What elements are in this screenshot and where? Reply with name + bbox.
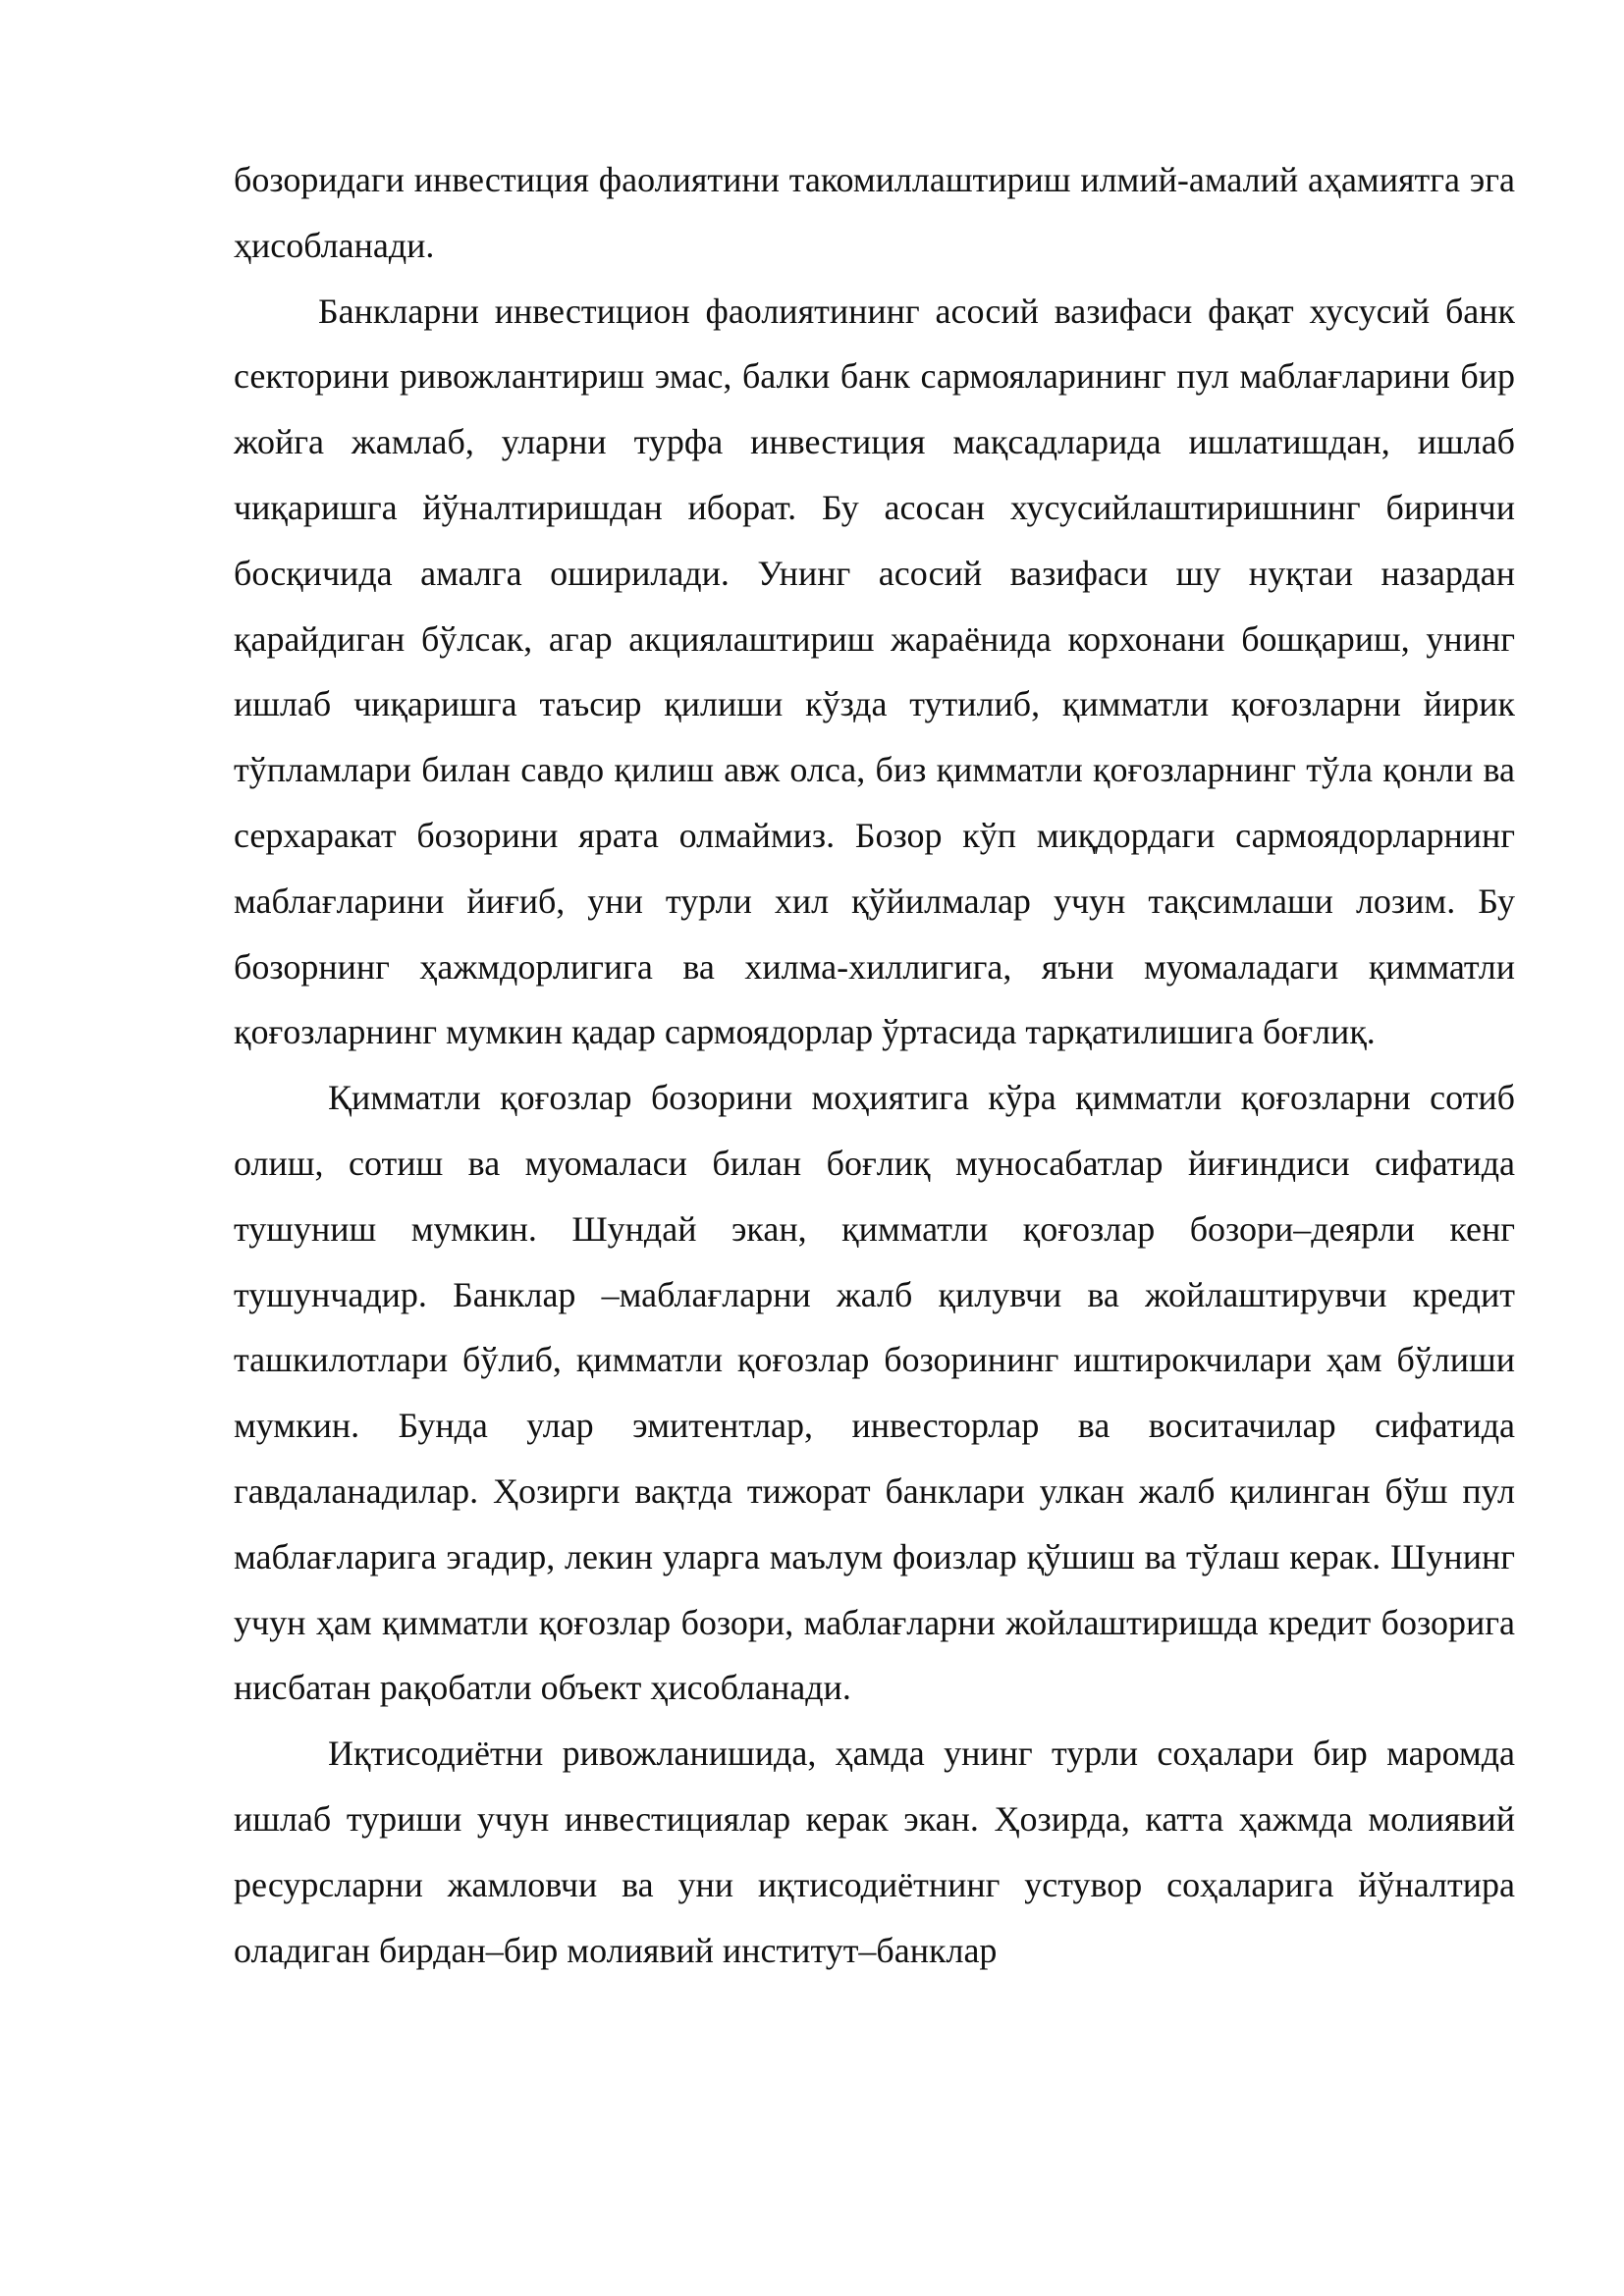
paragraph-continued: бозоридаги инвестиция фаолиятини такомиллаштириш илмий-амалий аҳамиятга эга ҳисобланади. bbox=[234, 160, 1515, 265]
paragraph-bank-investment: Банкларни инвестицион фаолиятининг асосий вазифаси фақат хусусий банк секторини ривожлантириш эмас, балки банк сармояларининг пул маблағларини бир жойга жамлаб, уларни турфа инвестиция мақсадларида ишлатишдан, ишлаб чиқаришга йўналтиришдан иборат. Бу асосан хусусийлаштиришнинг биринчи босқичида амалга оширилади. Унинг асосий вазифаси шу нуқтаи назардан қарайдиган бўлсак, агар акциялаштириш жараёнида корхонани бошқариш, унинг ишлаб чиқаришга таъсир қилиши кўзда тутилиб, қимматли қоғозларни йирик тўпламлари билан савдо қилиш авж олса, биз қимматли қоғозларнинг тўла қонли ва серхаракат бозорини ярата олмаймиз. Бозор кўп миқдордаги сармоядорларнинг маблағларини йиғиб, уни турли хил қўйилмалар учун тақсимлаши лозим. Бу бозорнинг ҳажмдорлигига ва хилма-хиллигига, яъни муомаладаги қимматли қоғозларнинг мумкин қадар сармоядорлар ўртасида тарқатилишига боғлиқ. bbox=[234, 291, 1515, 1052]
paragraph-economy: Иқтисодиётни ривожланишида, ҳамда унинг турли соҳалари бир маромда ишлаб туриши учун инвестициялар керак экан. Ҳозирда, катта ҳажмда молиявий ресурсларни жамловчи ва уни иқтисодиётнинг устувор соҳаларига йўналтира оладиган бирдан–бир молиявий институт–банклар bbox=[234, 1734, 1515, 1970]
document-body bbox=[234, 147, 1515, 1983]
paragraph-securities-market: Қимматли қоғозлар бозорини моҳиятига кўра қимматли қоғозларни сотиб олиш, сотиш ва муомаласи билан боғлиқ муносабатлар йиғиндиси сифатида тушуниш мумкин. Шундай экан, қимматли қоғозлар бозори–деярли кенг тушунчадир. Банклар –маблағларни жалб қилувчи ва жойлаштирувчи кредит ташкилотлари бўлиб, қимматли қоғозлар бозорининг иштирокчилари ҳам бўлиши мумкин. Бунда улар эмитентлар, инвесторлар ва воситачилар сифатида гавдаланадилар. Ҳозирги вақтда тижорат банклари улкан жалб қилинган бўш пул маблағларига эгадир, лекин уларга маълум фоизлар қўшиш ва тўлаш керак. Шунинг учун ҳам қимматли қоғозлар бозори, маблағларни жойлаштиришда кредит бозорига нисбатан рақобатли объект ҳисобланади. bbox=[234, 1078, 1515, 1708]
